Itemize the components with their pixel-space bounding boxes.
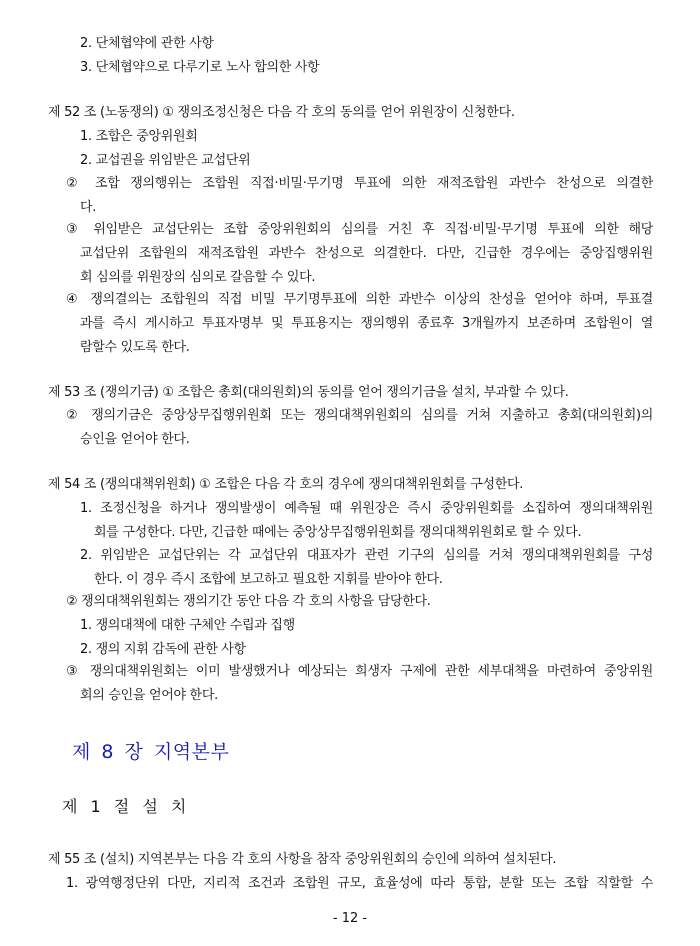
text-line: ② 쟁의기금은 중앙상무집행위원회 또는 쟁의대책위원회의 심의를 거쳐 지출하고 총회(대의원회)의 [66, 408, 653, 423]
text-line: 제 52 조 (노동쟁의) ① 쟁의조정신청은 다음 각 호의 동의를 얻어 위원장이 신청한다. [48, 105, 515, 120]
text-line: ③ 위임받은 교섭단위는 조합 중앙위원회의 심의를 거친 후 직접·비밀·무기명 투표에 의한 해당 [66, 222, 653, 237]
text-line: ③ 쟁의대책위원회는 이미 발생했거나 예상되는 희생자 구제에 관한 세부대책을 마련하여 중앙위원 [66, 664, 653, 679]
chapter-heading: 제 8 장 지역본부 [72, 741, 230, 763]
text-line: 다. [80, 200, 97, 215]
text-line: ② 조합 쟁의행위는 조합원 직접·비밀·무기명 투표에 의한 재적조합원 과반수 찬성으로 의결한 [66, 176, 653, 191]
text-line: 회를 구성한다. 다만, 긴급한 때에는 중앙상무집행위원회를 쟁의대책위원회로 할 수 있다. [94, 525, 582, 540]
text-line: 2. 위임받은 교섭단위는 각 교섭단위 대표자가 관련 기구의 심의를 거쳐 쟁의대책위원회를 구성 [80, 548, 653, 563]
text-line: 1. 쟁의대책에 대한 구체안 수립과 집행 [80, 618, 295, 633]
text-line: 과를 즉시 게시하고 투표자명부 및 투표용지는 쟁의행위 종료후 3개월까지 보존하며 조합원이 열 [80, 316, 653, 331]
text-line: 2. 단체협약에 관한 사항 [80, 36, 214, 51]
page-number: - 12 - [332, 911, 368, 926]
text-line: 2. 쟁의 지휘 감독에 관한 사항 [80, 642, 246, 657]
text-line: 제 55 조 (설치) 지역본부는 다음 각 호의 사항을 참작 중앙위원회의 승인에 의하여 설치된다. [48, 852, 557, 867]
section-heading: 제 1 절 설 치 [62, 797, 188, 816]
text-line: 1. 조정신청을 하거나 쟁의발생이 예측될 때 위원장은 즉시 중앙위원회를 소집하여 쟁의대책위원 [80, 501, 653, 516]
text-line: 한다. 이 경우 즉시 조합에 보고하고 필요한 지휘를 받아야 한다. [94, 572, 443, 587]
text-line: 3. 단체협약으로 다루기로 노사 합의한 사항 [80, 60, 320, 75]
text-line: 승인을 얻어야 한다. [80, 432, 190, 447]
text-line: 2. 교섭권을 위임받은 교섭단위 [80, 153, 251, 168]
text-line: 제 53 조 (쟁의기금) ① 조합은 총회(대의원회)의 동의를 얻어 쟁의기금을 설치, 부과할 수 있다. [48, 385, 569, 400]
text-line: 1. 조합은 중앙위원회 [80, 129, 198, 144]
text-line: 람할수 있도록 한다. [80, 340, 190, 355]
text-line: 제 54 조 (쟁의대책위원회) ① 조합은 다음 각 호의 경우에 쟁의대책위원회를 구성한다. [48, 477, 524, 492]
text-line: ④ 쟁의결의는 조합원의 직접 비밀 무기명투표에 의한 과반수 이상의 찬성을 얻어야 하며, 투표결 [66, 292, 653, 307]
text-line: 회 심의를 위원장의 심의로 갈음할 수 있다. [80, 270, 316, 285]
text-line: 1. 광역행정단위 다만, 지리적 조건과 조합원 규모, 효율성에 따라 통합, 분할 또는 조합 직할할 수 [66, 876, 653, 891]
text-line: ② 쟁의대책위원회는 쟁의기간 동안 다음 각 호의 사항을 담당한다. [66, 594, 431, 609]
text-line: 교섭단위 조합원의 재적조합원 과반수 찬성으로 의결한다. 다만, 긴급한 경우에는 중앙집행위원 [80, 246, 653, 261]
text-line: 회의 승인을 얻어야 한다. [80, 688, 218, 703]
